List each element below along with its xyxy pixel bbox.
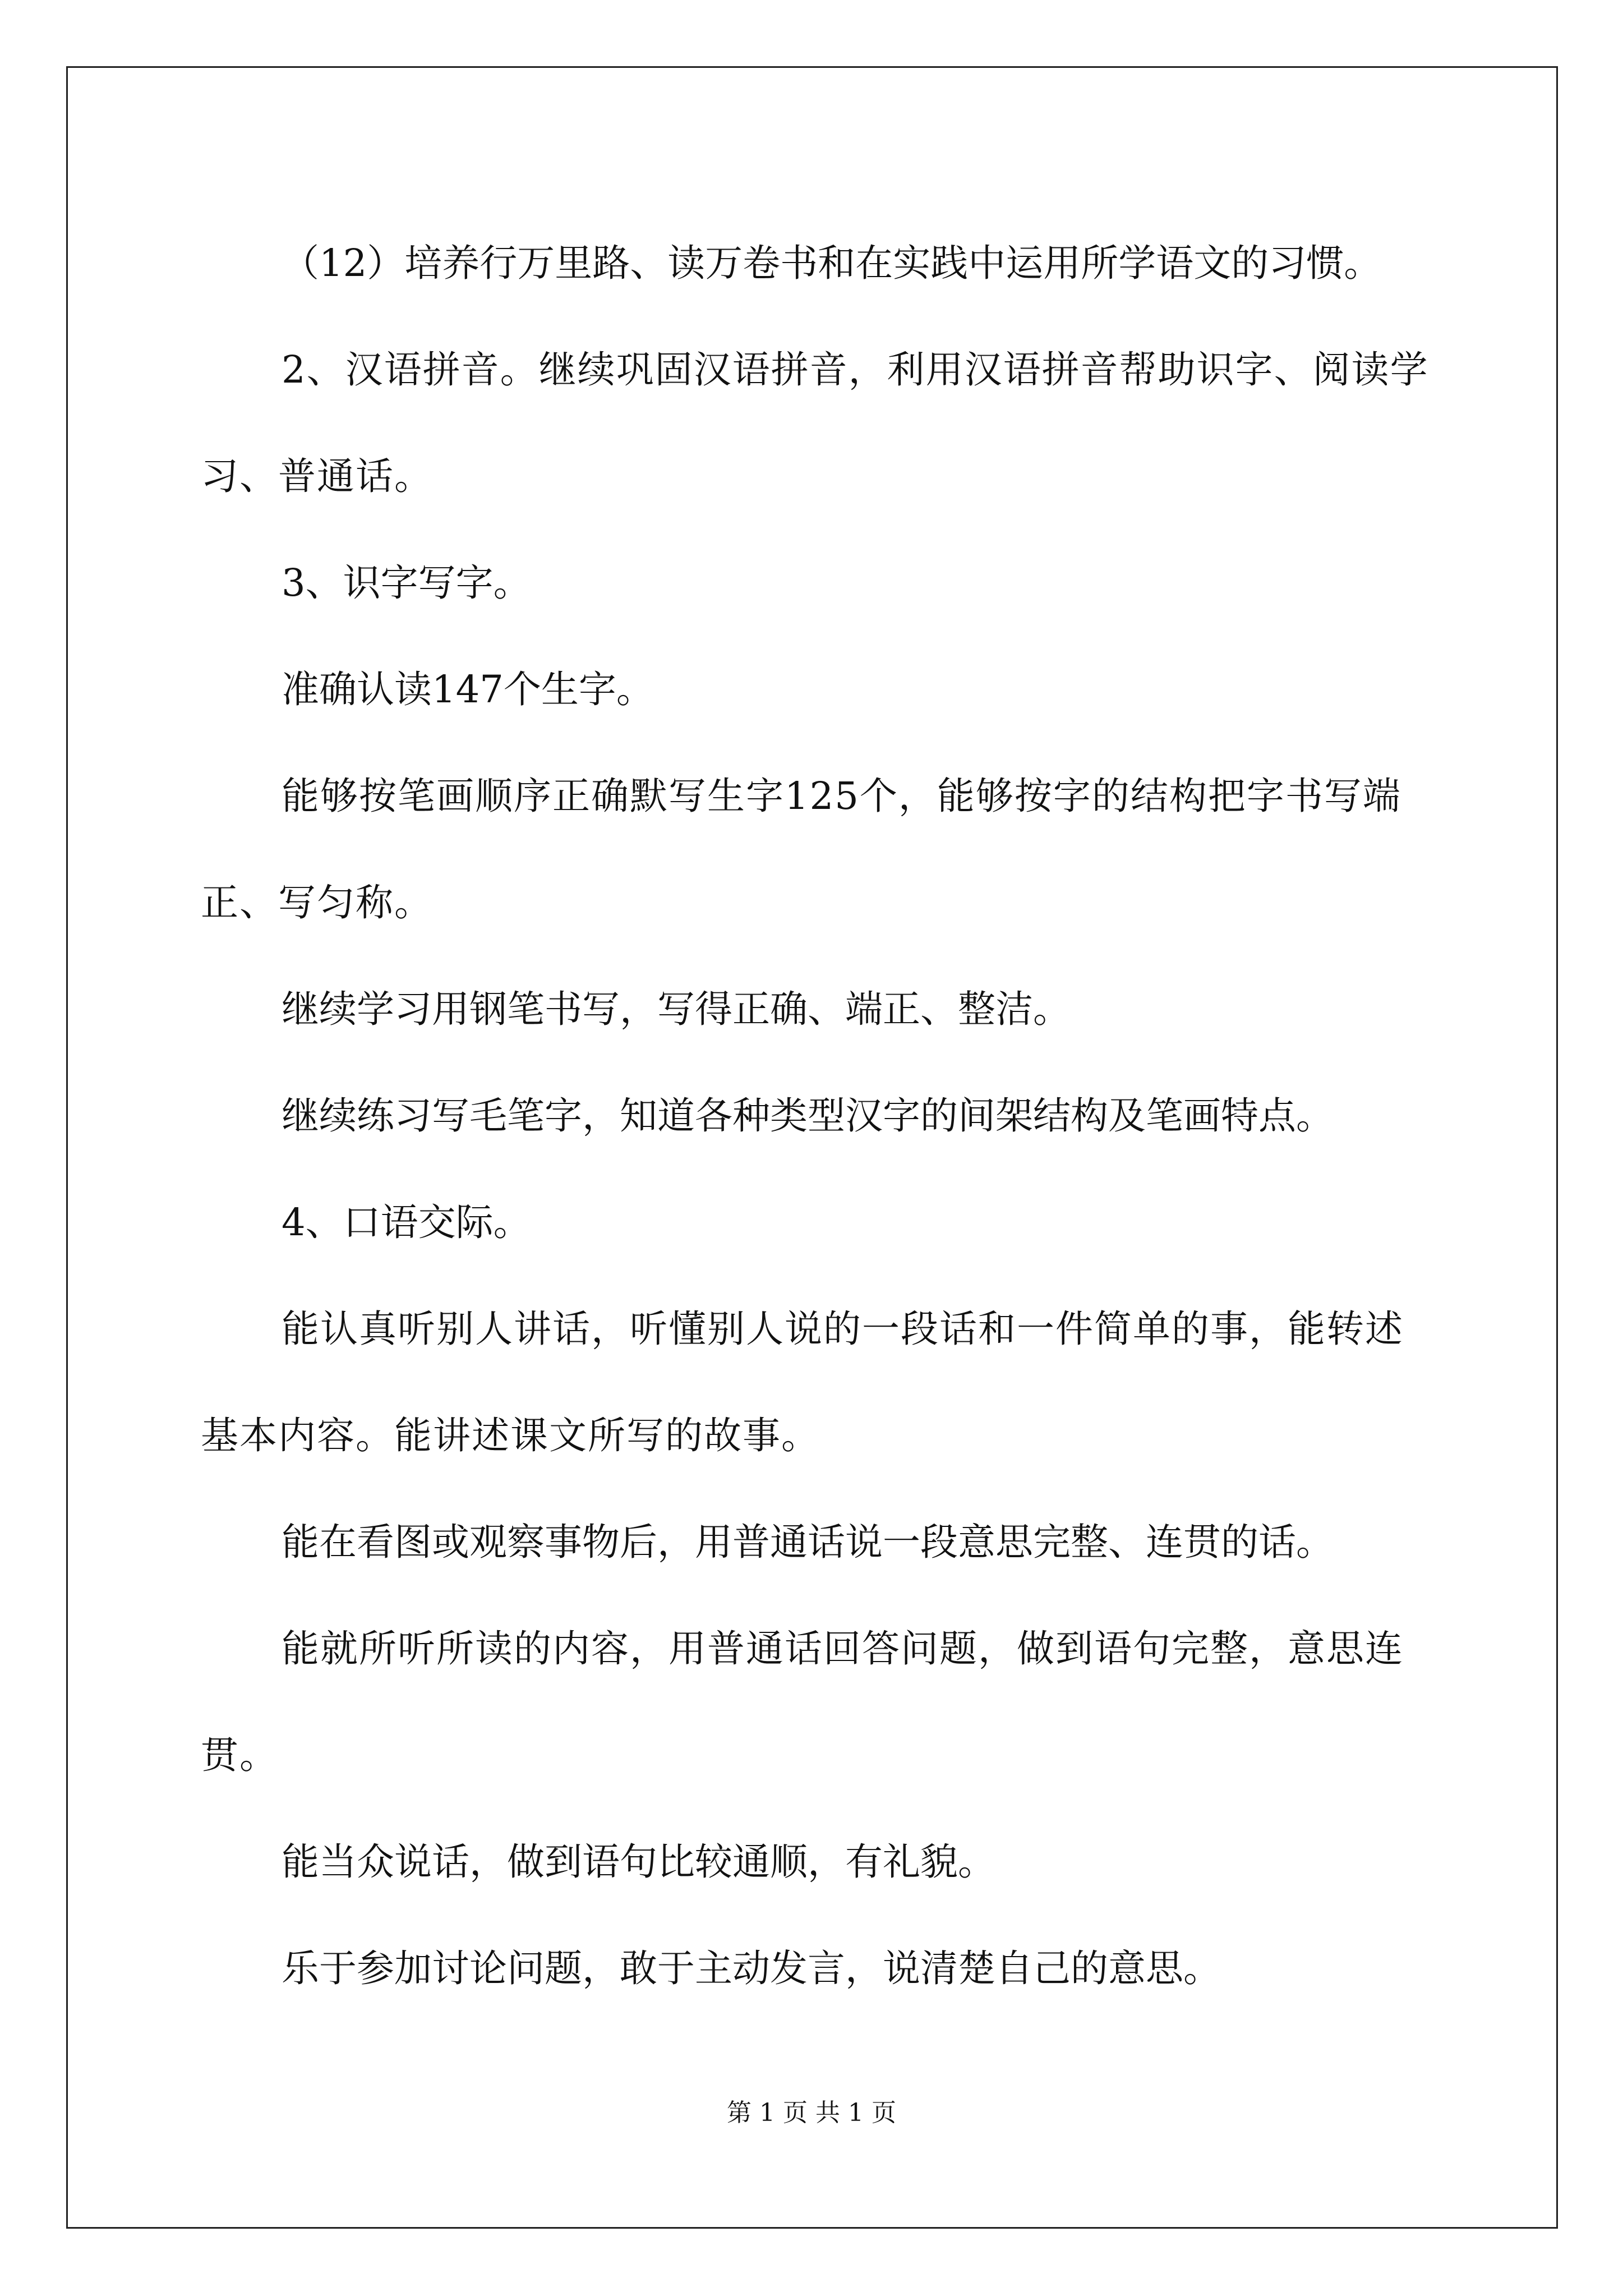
paragraph: 准确认读147个生字。 — [282, 668, 654, 711]
paragraph: 能当众说话，做到语句比较通顺，有礼貌。 — [282, 1840, 995, 1884]
paragraph: 继续练习写毛笔字，知道各种类型汉字的间架结构及笔画特点。 — [282, 1094, 1334, 1138]
page-number-footer: 第 1 页 共 1 页 — [727, 2099, 896, 2127]
paragraph: 能在看图或观察事物后，用普通话说一段意思完整、连贯的话。 — [282, 1520, 1334, 1564]
paragraph: 3、识字写字。 — [282, 561, 531, 605]
paragraph: 继续学习用钢笔书写，写得正确、端正、整洁。 — [282, 987, 1071, 1031]
paragraph: 能就所听所读的内容，用普通话回答问题，做到语句完整，意思连贯。 — [201, 1627, 1404, 1777]
paragraph: 4、口语交际。 — [282, 1200, 531, 1244]
paragraph: 能够按笔画顺序正确默写生字125个，能够按字的结构把字书写端正、写匀称。 — [201, 774, 1401, 924]
paragraph: 2、汉语拼音。继续巩固汉语拼音，利用汉语拼音帮助识字、阅读学习、普通话。 — [201, 348, 1429, 498]
document-body — [201, 210, 1432, 2022]
paragraph: （12）培养行万里路、读万卷书和在实践中运用所学语文的习惯。 — [282, 241, 1382, 285]
paragraph: 能认真听别人讲话，听懂别人说的一段话和一件简单的事，能转述基本内容。能讲述课文所写的故事。 — [201, 1307, 1404, 1457]
paragraph: 乐于参加讨论问题，敢于主动发言，说清楚自己的意思。 — [282, 1947, 1221, 1990]
